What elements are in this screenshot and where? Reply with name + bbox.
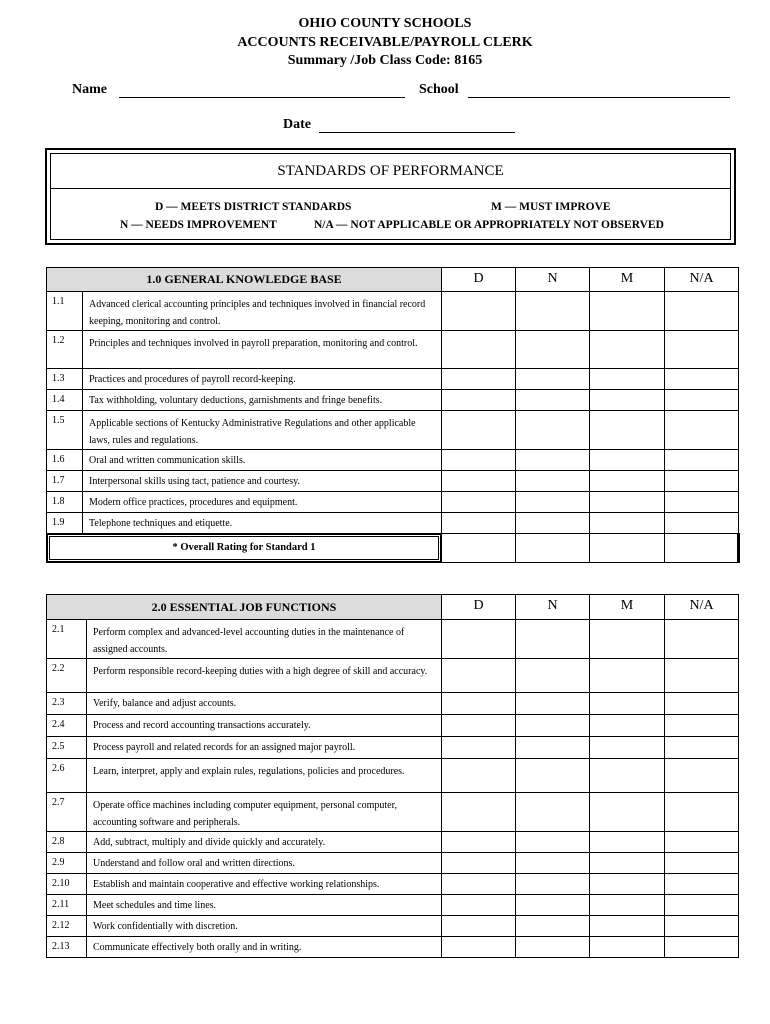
table-row bbox=[47, 513, 739, 534]
rating-d-cell[interactable] bbox=[442, 450, 516, 471]
table-row bbox=[47, 715, 739, 737]
rating-d-cell[interactable] bbox=[442, 937, 516, 958]
rating-m-cell[interactable] bbox=[590, 492, 665, 513]
item-description: Add, subtract, multiply and divide quickly and accurately. bbox=[87, 832, 442, 853]
table-row bbox=[47, 759, 739, 793]
rating-n-cell[interactable] bbox=[516, 492, 590, 513]
rating-na-cell[interactable] bbox=[665, 620, 739, 659]
rating-m-cell[interactable] bbox=[590, 916, 665, 937]
rating-m-cell[interactable] bbox=[590, 450, 665, 471]
table-row bbox=[47, 492, 739, 513]
rating-n-cell[interactable] bbox=[516, 659, 590, 693]
item-description: Learn, interpret, apply and explain rules, regulations, policies and procedures. bbox=[87, 759, 442, 793]
rating-m-cell[interactable] bbox=[590, 390, 665, 411]
rating-n-cell[interactable] bbox=[516, 620, 590, 659]
table-row bbox=[47, 292, 739, 331]
table-row bbox=[47, 411, 739, 450]
rating-n-cell[interactable] bbox=[516, 937, 590, 958]
rating-d-cell[interactable] bbox=[442, 737, 516, 759]
rating-d-cell[interactable] bbox=[442, 874, 516, 895]
rating-na-cell[interactable] bbox=[665, 693, 739, 715]
item-description: Process payroll and related records for an assigned major payroll. bbox=[87, 737, 442, 759]
rating-na-cell[interactable] bbox=[665, 916, 739, 937]
column-na-header: N/A bbox=[665, 595, 739, 620]
rating-n-cell[interactable] bbox=[516, 793, 590, 832]
rating-d-cell[interactable] bbox=[442, 369, 516, 390]
rating-m-cell[interactable] bbox=[590, 737, 665, 759]
rating-na-cell[interactable] bbox=[665, 492, 739, 513]
rating-n-cell[interactable] bbox=[516, 874, 590, 895]
table-row bbox=[47, 874, 739, 895]
legend-na: N/A — NOT APPLICABLE OR APPROPRIATELY NOT OBSERVED bbox=[314, 219, 664, 231]
legend-m: M — MUST IMPROVE bbox=[491, 201, 611, 213]
overall-rating-m-cell[interactable] bbox=[590, 534, 665, 563]
overall-rating-na-cell[interactable] bbox=[665, 534, 739, 563]
item-number: 2.8 bbox=[47, 832, 87, 853]
table-row bbox=[47, 471, 739, 492]
rating-n-cell[interactable] bbox=[516, 513, 590, 534]
item-description: Applicable sections of Kentucky Administrative Regulations and other applicable laws, rules and regulations. bbox=[83, 411, 442, 450]
rating-n-cell[interactable] bbox=[516, 471, 590, 492]
rating-d-cell[interactable] bbox=[442, 513, 516, 534]
table-row bbox=[47, 853, 739, 874]
rating-n-cell[interactable] bbox=[516, 759, 590, 793]
form-title-jobcode: Summary /Job Class Code: 8165 bbox=[287, 53, 483, 68]
item-number: 2.4 bbox=[47, 715, 87, 737]
column-n-header: N bbox=[516, 595, 590, 620]
column-m-header: M bbox=[590, 268, 665, 292]
rating-n-cell[interactable] bbox=[516, 916, 590, 937]
rating-d-cell[interactable] bbox=[442, 411, 516, 450]
table-row bbox=[47, 737, 739, 759]
overall-rating-label: * Overall Rating for Standard 1 bbox=[47, 534, 441, 562]
rating-d-cell[interactable] bbox=[442, 793, 516, 832]
table-row bbox=[47, 331, 739, 369]
item-number: 1.5 bbox=[47, 411, 83, 450]
rating-d-cell[interactable] bbox=[442, 390, 516, 411]
column-n-header: N bbox=[516, 268, 590, 292]
school-field-row bbox=[419, 82, 730, 98]
item-description: Practices and procedures of payroll record-keeping. bbox=[83, 369, 442, 390]
rating-m-cell[interactable] bbox=[590, 411, 665, 450]
table-row bbox=[47, 620, 739, 659]
date-field-row bbox=[283, 117, 515, 133]
rating-m-cell[interactable] bbox=[590, 620, 665, 659]
rating-na-cell[interactable] bbox=[665, 450, 739, 471]
item-description: Modern office practices, procedures and equipment. bbox=[83, 492, 442, 513]
item-number: 1.8 bbox=[47, 492, 83, 513]
table-row bbox=[47, 832, 739, 853]
essential-functions-table bbox=[46, 594, 739, 958]
rating-m-cell[interactable] bbox=[590, 937, 665, 958]
rating-na-cell[interactable] bbox=[665, 471, 739, 492]
item-description: Communicate effectively both orally and in writing. bbox=[87, 937, 442, 958]
rating-n-cell[interactable] bbox=[516, 832, 590, 853]
rating-na-cell[interactable] bbox=[665, 715, 739, 737]
item-number: 1.1 bbox=[47, 292, 83, 331]
rating-na-cell[interactable] bbox=[665, 895, 739, 916]
name-field-row bbox=[72, 82, 405, 98]
table-row bbox=[47, 895, 739, 916]
rating-na-cell[interactable] bbox=[665, 737, 739, 759]
column-d-header: D bbox=[442, 268, 516, 292]
rating-n-cell[interactable] bbox=[516, 693, 590, 715]
item-description: Process and record accounting transactions accurately. bbox=[87, 715, 442, 737]
item-number: 1.6 bbox=[47, 450, 83, 471]
rating-na-cell[interactable] bbox=[665, 390, 739, 411]
item-description: Meet schedules and time lines. bbox=[87, 895, 442, 916]
overall-rating-cell bbox=[47, 534, 442, 563]
school-line[interactable] bbox=[468, 83, 730, 98]
rating-n-cell[interactable] bbox=[516, 450, 590, 471]
rating-n-cell[interactable] bbox=[516, 715, 590, 737]
item-description: Understand and follow oral and written directions. bbox=[87, 853, 442, 874]
rating-n-cell[interactable] bbox=[516, 411, 590, 450]
item-number: 2.13 bbox=[47, 937, 87, 958]
rating-na-cell[interactable] bbox=[665, 759, 739, 793]
item-number: 2.7 bbox=[47, 793, 87, 832]
table-row bbox=[47, 450, 739, 471]
rating-na-cell[interactable] bbox=[665, 793, 739, 832]
item-number: 2.2 bbox=[47, 659, 87, 693]
rating-d-cell[interactable] bbox=[442, 492, 516, 513]
item-description: Tax withholding, voluntary deductions, garnishments and fringe benefits. bbox=[83, 390, 442, 411]
item-number: 1.9 bbox=[47, 513, 83, 534]
rating-d-cell[interactable] bbox=[442, 916, 516, 937]
item-number: 1.7 bbox=[47, 471, 83, 492]
section2-title: 2.0 ESSENTIAL JOB FUNCTIONS bbox=[47, 595, 442, 620]
standards-box bbox=[45, 148, 736, 245]
item-number: 1.2 bbox=[47, 331, 83, 369]
rating-na-cell[interactable] bbox=[665, 331, 739, 369]
rating-m-cell[interactable] bbox=[590, 895, 665, 916]
item-description: Perform responsible record-keeping duties with a high degree of skill and accuracy. bbox=[87, 659, 442, 693]
item-number: 2.6 bbox=[47, 759, 87, 793]
rating-n-cell[interactable] bbox=[516, 853, 590, 874]
rating-na-cell[interactable] bbox=[665, 874, 739, 895]
item-description: Advanced clerical accounting principles and techniques involved in financial record keeping, monitoring and control. bbox=[83, 292, 442, 331]
rating-d-cell[interactable] bbox=[442, 693, 516, 715]
table-row bbox=[47, 693, 739, 715]
item-number: 2.3 bbox=[47, 693, 87, 715]
rating-na-cell[interactable] bbox=[665, 513, 739, 534]
rating-m-cell[interactable] bbox=[590, 693, 665, 715]
rating-n-cell[interactable] bbox=[516, 390, 590, 411]
item-number: 1.3 bbox=[47, 369, 83, 390]
rating-n-cell[interactable] bbox=[516, 331, 590, 369]
rating-na-cell[interactable] bbox=[665, 853, 739, 874]
rating-m-cell[interactable] bbox=[590, 832, 665, 853]
legend-d: D — MEETS DISTRICT STANDARDS bbox=[155, 201, 352, 213]
standards-title: STANDARDS OF PERFORMANCE bbox=[51, 154, 730, 189]
legend-n: N — NEEDS IMPROVEMENT bbox=[120, 219, 277, 231]
form-title-position: ACCOUNTS RECEIVABLE/PAYROLL CLERK bbox=[237, 35, 533, 50]
school-label: School bbox=[419, 82, 459, 97]
rating-d-cell[interactable] bbox=[442, 292, 516, 331]
rating-na-cell[interactable] bbox=[665, 411, 739, 450]
item-description: Principles and techniques involved in payroll preparation, monitoring and control. bbox=[83, 331, 442, 369]
rating-m-cell[interactable] bbox=[590, 853, 665, 874]
item-number: 2.9 bbox=[47, 853, 87, 874]
rating-n-cell[interactable] bbox=[516, 737, 590, 759]
rating-m-cell[interactable] bbox=[590, 874, 665, 895]
item-description: Interpersonal skills using tact, patience and courtesy. bbox=[83, 471, 442, 492]
column-d-header: D bbox=[442, 595, 516, 620]
rating-na-cell[interactable] bbox=[665, 659, 739, 693]
general-knowledge-table bbox=[46, 267, 740, 563]
date-label: Date bbox=[283, 117, 311, 132]
table-row bbox=[47, 659, 739, 693]
column-m-header: M bbox=[590, 595, 665, 620]
item-description: Verify, balance and adjust accounts. bbox=[87, 693, 442, 715]
rating-m-cell[interactable] bbox=[590, 759, 665, 793]
item-number: 2.12 bbox=[47, 916, 87, 937]
table-row bbox=[47, 369, 739, 390]
item-description: Operate office machines including computer equipment, personal computer, accounting software and peripherals. bbox=[87, 793, 442, 832]
item-number: 2.10 bbox=[47, 874, 87, 895]
rating-n-cell[interactable] bbox=[516, 895, 590, 916]
name-label: Name bbox=[72, 82, 107, 97]
rating-d-cell[interactable] bbox=[442, 471, 516, 492]
rating-na-cell[interactable] bbox=[665, 369, 739, 390]
table-row bbox=[47, 793, 739, 832]
rating-m-cell[interactable] bbox=[590, 369, 665, 390]
rating-d-cell[interactable] bbox=[442, 331, 516, 369]
rating-n-cell[interactable] bbox=[516, 292, 590, 331]
rating-m-cell[interactable] bbox=[590, 292, 665, 331]
item-description: Perform complex and advanced-level accounting duties in the maintenance of assigned accounts. bbox=[87, 620, 442, 659]
item-description: Work confidentially with discretion. bbox=[87, 916, 442, 937]
name-line[interactable] bbox=[119, 83, 405, 98]
rating-m-cell[interactable] bbox=[590, 331, 665, 369]
rating-n-cell[interactable] bbox=[516, 369, 590, 390]
rating-na-cell[interactable] bbox=[665, 292, 739, 331]
rating-m-cell[interactable] bbox=[590, 471, 665, 492]
item-description: Establish and maintain cooperative and effective working relationships. bbox=[87, 874, 442, 895]
overall-rating-n-cell[interactable] bbox=[516, 534, 590, 563]
overall-rating-d-cell[interactable] bbox=[442, 534, 516, 563]
item-number: 1.4 bbox=[47, 390, 83, 411]
item-number: 2.11 bbox=[47, 895, 87, 916]
rating-d-cell[interactable] bbox=[442, 759, 516, 793]
item-description: Oral and written communication skills. bbox=[83, 450, 442, 471]
rating-d-cell[interactable] bbox=[442, 659, 516, 693]
rating-na-cell[interactable] bbox=[665, 937, 739, 958]
column-na-header: N/A bbox=[665, 268, 739, 292]
rating-d-cell[interactable] bbox=[442, 832, 516, 853]
rating-m-cell[interactable] bbox=[590, 513, 665, 534]
item-description: Telephone techniques and etiquette. bbox=[83, 513, 442, 534]
table-row bbox=[47, 916, 739, 937]
rating-m-cell[interactable] bbox=[590, 659, 665, 693]
rating-m-cell[interactable] bbox=[590, 793, 665, 832]
rating-d-cell[interactable] bbox=[442, 895, 516, 916]
table-row bbox=[47, 390, 739, 411]
section1-title: 1.0 GENERAL KNOWLEDGE BASE bbox=[47, 268, 442, 292]
item-number: 2.5 bbox=[47, 737, 87, 759]
item-number: 2.1 bbox=[47, 620, 87, 659]
rating-d-cell[interactable] bbox=[442, 620, 516, 659]
rating-d-cell[interactable] bbox=[442, 853, 516, 874]
rating-d-cell[interactable] bbox=[442, 715, 516, 737]
table-row bbox=[47, 937, 739, 958]
date-line[interactable] bbox=[319, 118, 515, 133]
rating-na-cell[interactable] bbox=[665, 832, 739, 853]
form-title-district: OHIO COUNTY SCHOOLS bbox=[298, 16, 472, 31]
rating-m-cell[interactable] bbox=[590, 715, 665, 737]
